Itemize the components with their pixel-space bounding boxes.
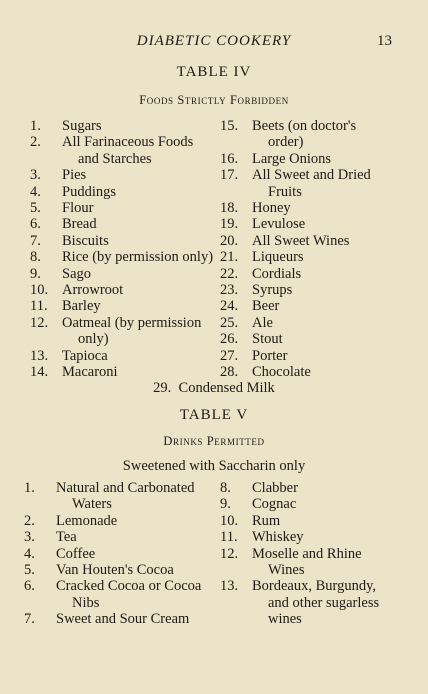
list-item-text: All Sweet and Dried [252,167,371,184]
list-item-number: 2. [24,512,35,529]
list-item-number: 7. [24,611,35,628]
list-item-text: Syrups [252,282,293,299]
list-item [24,513,222,529]
list-item-number: 8. [220,480,231,496]
list-item-text: Van Houten's Cocoa [56,562,174,579]
list-item [30,118,214,134]
list-item [24,529,222,545]
list-item-text: Tea [56,529,77,546]
list-item [220,315,392,331]
list-item-number: 12. [30,314,49,331]
list-item-number: 13. [220,578,239,595]
list-item [220,298,392,314]
list-item-number: 4. [30,183,41,200]
list-item-continuation: order) [268,134,304,151]
list-item [220,364,392,380]
list-item-number: 11. [220,529,238,546]
list-item-text: Beer [252,298,280,315]
list-item [30,233,214,249]
table-v-left-column [24,480,222,628]
list-item-number: 7. [30,232,41,249]
list-item-number: 24. [220,298,239,315]
list-item [24,611,222,627]
list-item-text: Sago [62,265,91,282]
list-item-text: Condensed Milk [178,380,275,396]
table-iv-title: TABLE IV [176,64,252,80]
list-item-text: Lemonade [56,512,118,529]
list-item-continuation: wines [268,611,302,628]
list-item [30,282,214,298]
list-item-number: 19. [220,216,239,233]
list-item-number: 9. [30,265,41,282]
list-item-number: 10. [220,512,239,529]
list-item [220,200,392,216]
list-item [220,546,392,579]
list-item-number: 22. [220,265,239,282]
list-item-number: 12. [220,545,239,562]
list-item [220,496,392,512]
list-item [220,513,392,529]
list-item-text: Bordeaux, Burgundy, [252,578,377,595]
table-iv-last-item [0,380,428,397]
list-item [24,480,222,513]
list-item-number: 16. [220,150,239,167]
list-item-text: Cordials [252,265,302,282]
list-item-text: Whiskey [252,529,304,546]
list-item-number: 15. [220,118,239,134]
list-item [24,578,222,611]
list-item-number: 10. [30,282,49,299]
table-v-title: TABLE V [179,407,249,423]
list-item-text: Rice (by permission only) [62,249,214,266]
list-item-text: Rum [252,512,281,529]
list-item-number: 27. [220,347,239,364]
list-item-number: 21. [220,249,239,266]
list-item-number: 14. [30,364,49,381]
list-item [220,578,392,627]
list-item-text: Pies [62,167,87,184]
list-item-text: Liqueurs [252,249,304,266]
list-item-number: 11. [30,298,48,315]
list-item-number: 5. [24,562,35,579]
table-v-note: Sweetened with Saccharin only [122,458,306,474]
list-item [30,298,214,314]
list-item-number: 6. [30,216,41,233]
list-item-number: 13. [30,347,49,364]
list-item [220,529,392,545]
list-item [220,249,392,265]
list-item-text: All Sweet Wines [252,232,350,249]
list-item-continuation: Fruits [268,183,302,200]
list-item-text: Puddings [62,183,116,200]
list-item-text: Macaroni [62,364,118,381]
list-item-continuation: Waters [72,496,112,513]
list-item-text: Sweet and Sour Cream [56,611,190,628]
list-item-text: Barley [62,298,101,315]
list-item-text: All Farinaceous Foods [62,134,194,151]
list-item-text: Ale [252,314,273,331]
list-item-number: 3. [24,529,35,546]
list-item [220,480,392,496]
list-item [30,364,214,380]
list-item [30,249,214,265]
table-v-subtitle: Drinks Permitted [163,434,265,448]
list-item-text: Porter [252,347,288,364]
list-item [30,134,214,167]
table-iv-right-column [220,118,392,381]
list-item [220,216,392,232]
list-item-text: Arrowroot [62,282,124,299]
list-item [220,266,392,282]
list-item-continuation: only) [78,331,109,348]
list-item-text: Oatmeal (by permission [62,314,202,331]
list-item [30,315,214,348]
list-item [30,200,214,216]
list-item-number: 5. [30,200,41,217]
list-item-number: 4. [24,545,35,562]
list-item-number: 23. [220,282,239,299]
list-item-text: Cracked Cocoa or Cocoa [56,578,202,595]
list-item-text: Tapioca [62,347,108,364]
list-item-text: Flour [62,200,94,217]
list-item [30,216,214,232]
list-item-text: Stout [252,331,283,348]
list-item-number: 29. [153,380,172,396]
list-item-continuation: and other sugarless [268,594,380,611]
list-item-text: Large Onions [252,150,332,167]
list-item-text: Honey [252,200,291,217]
list-item-number: 25. [220,314,239,331]
list-item-text: Cognac [252,496,297,513]
list-item-number: 8. [30,249,41,266]
list-item-text: Natural and Carbonated [56,480,195,496]
list-item-number: 17. [220,167,239,184]
list-item [30,348,214,364]
list-item [30,184,214,200]
list-item-number: 26. [220,331,239,348]
list-item-text: Coffee [56,545,96,562]
list-item-text: Clabber [252,480,298,496]
list-item-number: 1. [24,480,35,496]
list-item-continuation: Nibs [72,594,100,611]
list-item-text: Moselle and Rhine [252,545,362,562]
list-item [220,233,392,249]
list-item-continuation: and Starches [78,150,152,167]
list-item [30,266,214,282]
page-number: 13 [377,33,392,49]
list-item-text: Beets (on doctor's [252,118,357,134]
table-iv-subtitle: Foods Strictly Forbidden [139,93,289,107]
running-title: DIABETIC COOKERY [136,33,292,49]
list-item-text: Chocolate [252,364,311,381]
list-item [220,118,392,151]
list-item-text: Levulose [252,216,306,233]
list-item-number: 18. [220,200,239,217]
list-item [220,348,392,364]
table-v-right-column [220,480,392,628]
table-iv-left-column [30,118,214,381]
list-item-number: 3. [30,167,41,184]
list-item-text: Bread [62,216,97,233]
list-item [24,546,222,562]
list-item-number: 1. [30,118,41,134]
list-item [220,331,392,347]
list-item [220,282,392,298]
list-item-text: Sugars [62,118,102,134]
list-item-number: 28. [220,364,239,381]
list-item [220,151,392,167]
list-item-number: 9. [220,496,231,513]
list-item [24,562,222,578]
list-item-continuation: Wines [268,562,305,579]
list-item-number: 6. [24,578,35,595]
list-item-number: 20. [220,232,239,249]
list-item-text: Biscuits [62,232,109,249]
list-item [30,167,214,183]
list-item-number: 2. [30,134,41,151]
list-item [220,167,392,200]
